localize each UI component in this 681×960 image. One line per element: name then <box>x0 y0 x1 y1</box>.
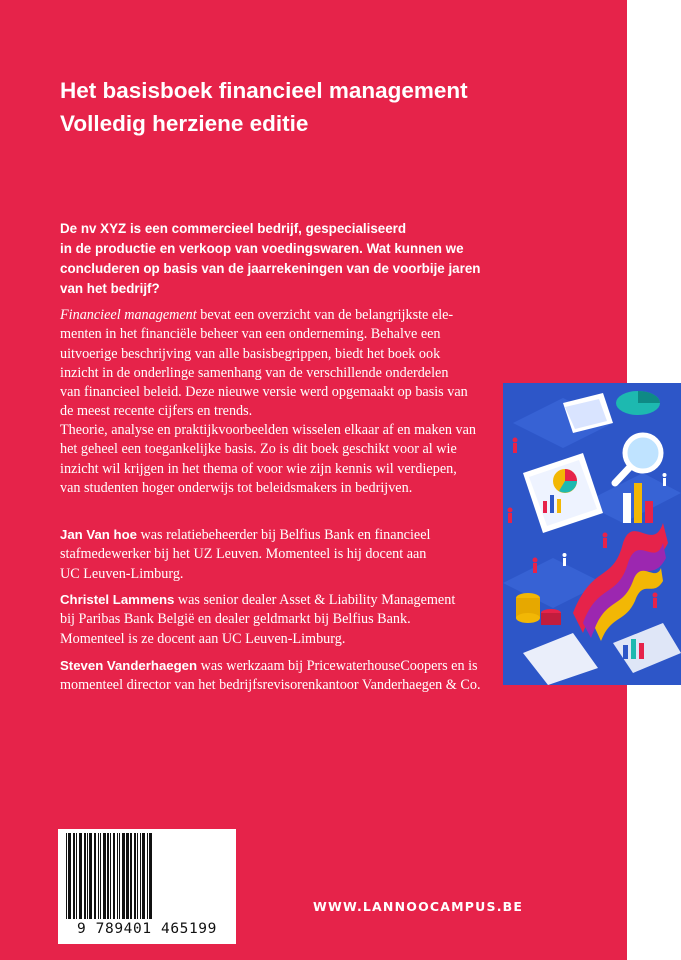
lead-line: concluderen op basis van de jaarrekeningen van de voorbije jaren <box>60 261 481 276</box>
barcode-bars <box>58 829 236 921</box>
author-name: Christel Lammens <box>60 592 175 607</box>
lead-line: van het bedrijf? <box>60 281 160 296</box>
barcode-bar <box>68 833 71 919</box>
bio-line: momenteel director van het bedrijfsrevisorenkantoor Vanderhaegen & Co. <box>60 677 481 694</box>
barcode-bar <box>98 833 99 919</box>
business-analytics-illustration <box>503 383 681 685</box>
lead-line: in de productie en verkoop van voedingswaren. Wat kunnen we <box>60 241 464 256</box>
bio-line: bij Paribas Bank België en dealer geldmarkt bij Belfius Bank. <box>60 611 411 628</box>
bio-line: stafmedewerker bij het UZ Leuven. Momenteel is hij docent aan <box>60 546 427 563</box>
book-subtitle: Volledig herziene editie <box>60 111 309 136</box>
barcode-bar <box>147 833 148 919</box>
barcode-bar <box>66 833 67 919</box>
bio-line <box>60 590 490 610</box>
bio-text: was relatiebeheerder bij Belfius Bank en financieel <box>136 527 431 543</box>
description-line: van financieel beleid. Deze nieuwe versie werd opgemaakt op basis van <box>60 384 468 401</box>
barcode-bar <box>110 833 111 919</box>
isbn-barcode <box>58 829 236 944</box>
barcode-bar <box>137 833 138 919</box>
bio-line: Momenteel is ze docent aan UC Leuven-Limburg. <box>60 630 346 647</box>
cover-title-block <box>60 74 468 140</box>
barcode-bar <box>126 833 129 919</box>
description-line: Theorie, analyse en praktijkvoorbeelden wisselen elkaar af en maken van <box>60 422 476 438</box>
book-title: Het basisboek financieel management <box>60 78 468 103</box>
bio-line <box>60 656 490 676</box>
barcode-bar <box>107 833 109 919</box>
barcode-bar <box>119 833 120 919</box>
description-line: de meest recente cijfers en trends. <box>60 403 253 420</box>
description-line: inzicht in de onderlinge samenhang van de verschillende onderdelen <box>60 364 449 381</box>
barcode-bar <box>76 833 77 919</box>
barcode-bar <box>117 833 118 919</box>
author-bio-jan-van-hoe <box>60 525 490 584</box>
barcode-bar <box>84 833 86 919</box>
description-line: het geheel een toegankelijke basis. Zo is dit boek geschikt voor al wie <box>60 441 457 458</box>
barcode-bar <box>94 833 96 919</box>
description-line: uitvoerige beschrijving van alle basisbegrippen, biedt het boek ook <box>60 345 441 362</box>
description-line: inzicht wil krijgen in het thema of voor wie zijn kennis wil verdiepen, <box>60 460 457 477</box>
lead-line: De nv XYZ is een commercieel bedrijf, gespecialiseerd <box>60 221 407 236</box>
barcode-bar <box>140 833 141 919</box>
barcode-bar <box>122 833 125 919</box>
barcode-bar <box>142 833 145 919</box>
bio-line <box>60 525 490 545</box>
barcode-bar <box>130 833 132 919</box>
description-line: van studenten hoger onderwijs tot beleidsmakers in bedrijven. <box>60 479 413 496</box>
publisher-website: WWW.LANNOOCAMPUS.BE <box>313 899 524 914</box>
bio-text: was werkzaam bij PricewaterhouseCoopers en is <box>197 658 478 674</box>
lead-paragraph <box>60 219 500 299</box>
description-line <box>60 306 490 325</box>
barcode-bar <box>103 833 106 919</box>
description-text: bevat een overzicht van de belangrijkste ele- <box>196 307 454 323</box>
barcode-bar <box>100 833 101 919</box>
barcode-bar <box>73 833 75 919</box>
barcode-bar <box>149 833 152 919</box>
author-name: Jan Van hoe <box>60 527 137 542</box>
illustration-art <box>503 383 681 685</box>
barcode-bar <box>79 833 82 919</box>
description-paragraph-1 <box>60 306 490 422</box>
bio-line: UC Leuven-Limburg. <box>60 565 184 582</box>
author-bio-steven-vanderhaegen <box>60 656 490 696</box>
book-title-italic: Financieel management <box>60 307 197 323</box>
author-name: Steven Vanderhaegen <box>60 658 198 673</box>
isbn-digits: 9 789401 465199 <box>77 921 217 937</box>
barcode-bar <box>89 833 92 919</box>
barcode-bar <box>87 833 88 919</box>
description-line: menten in het financiële beheer van een onderneming. Behalve een <box>60 326 441 343</box>
barcode-bar <box>134 833 136 919</box>
author-bio-christel-lammens <box>60 590 490 649</box>
barcode-bar <box>113 833 115 919</box>
bio-text: was senior dealer Asset & Liability Management <box>174 592 456 608</box>
description-paragraph-2 <box>60 421 490 498</box>
